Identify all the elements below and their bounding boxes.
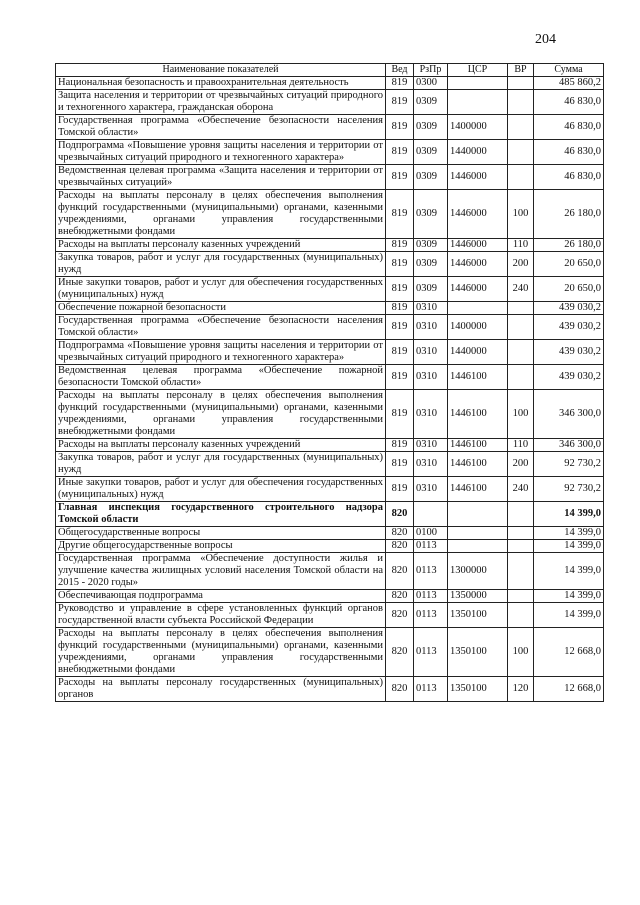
cell-name: Обеспечивающая подпрограмма xyxy=(56,590,386,603)
cell-sum: 14 399,0 xyxy=(534,590,604,603)
cell-csr: 1446100 xyxy=(448,365,508,390)
cell-name: Расходы на выплаты персоналу казенных учреждений xyxy=(56,439,386,452)
cell-name: Расходы на выплаты персоналу в целях обеспечения выполнения функций государственными (муниципальными) органами, казенными учреждениями, органами управления государственными внебюджетными фондами xyxy=(56,190,386,239)
table-row xyxy=(56,115,604,140)
cell-vr: 200 xyxy=(508,452,534,477)
cell-ved: 819 xyxy=(386,239,414,252)
table-row xyxy=(56,628,604,677)
cell-name: Иные закупки товаров, работ и услуг для обеспечения государственных (муниципальных) нужд xyxy=(56,277,386,302)
cell-sum: 92 730,2 xyxy=(534,452,604,477)
cell-rzpr: 0310 xyxy=(414,390,448,439)
cell-ved: 819 xyxy=(386,140,414,165)
cell-vr xyxy=(508,365,534,390)
cell-vr: 110 xyxy=(508,439,534,452)
cell-csr xyxy=(448,502,508,527)
cell-name: Государственная программа «Обеспечение доступности жилья и улучшение качества жилищных условий населения Томской области на 2015 - 2020 годы» xyxy=(56,553,386,590)
table-row xyxy=(56,439,604,452)
cell-name: Другие общегосударственные вопросы xyxy=(56,540,386,553)
table-row xyxy=(56,677,604,702)
cell-csr: 1350000 xyxy=(448,590,508,603)
column-header-csr: ЦСР xyxy=(448,64,508,77)
cell-csr: 1446000 xyxy=(448,252,508,277)
cell-rzpr: 0300 xyxy=(414,77,448,90)
cell-ved: 819 xyxy=(386,365,414,390)
cell-name: Ведомственная целевая программа «Защита населения и территории от чрезвычайных ситуаций» xyxy=(56,165,386,190)
cell-name: Государственная программа «Обеспечение безопасности населения Томской области» xyxy=(56,315,386,340)
cell-csr: 1440000 xyxy=(448,140,508,165)
cell-csr: 1350100 xyxy=(448,628,508,677)
budget-table xyxy=(55,63,604,702)
cell-sum: 439 030,2 xyxy=(534,340,604,365)
cell-rzpr: 0310 xyxy=(414,365,448,390)
cell-ved: 819 xyxy=(386,452,414,477)
cell-vr xyxy=(508,590,534,603)
cell-name: Общегосударственные вопросы xyxy=(56,527,386,540)
cell-ved: 819 xyxy=(386,252,414,277)
cell-sum: 14 399,0 xyxy=(534,553,604,590)
table-row xyxy=(56,477,604,502)
cell-sum: 92 730,2 xyxy=(534,477,604,502)
cell-ved: 819 xyxy=(386,277,414,302)
cell-rzpr: 0310 xyxy=(414,439,448,452)
column-header-vr: ВР xyxy=(508,64,534,77)
cell-sum: 26 180,0 xyxy=(534,190,604,239)
column-header-sum: Сумма xyxy=(534,64,604,77)
cell-vr: 240 xyxy=(508,277,534,302)
cell-name: Расходы на выплаты персоналу в целях обеспечения выполнения функций государственными (муниципальными) органами, казенными учреждениями, органами управления государственными внебюджетными фондами xyxy=(56,390,386,439)
cell-csr: 1350100 xyxy=(448,603,508,628)
cell-rzpr: 0113 xyxy=(414,628,448,677)
cell-name: Обеспечение пожарной безопасности xyxy=(56,302,386,315)
cell-name: Подпрограмма «Повышение уровня защиты населения и территории от чрезвычайных ситуаций природного и техногенного характера» xyxy=(56,340,386,365)
cell-ved: 819 xyxy=(386,190,414,239)
cell-csr xyxy=(448,90,508,115)
cell-ved: 819 xyxy=(386,302,414,315)
cell-name: Закупка товаров, работ и услуг для государственных (муниципальных) нужд xyxy=(56,452,386,477)
cell-sum: 46 830,0 xyxy=(534,140,604,165)
cell-sum: 439 030,2 xyxy=(534,315,604,340)
cell-ved: 820 xyxy=(386,502,414,527)
cell-csr: 1446100 xyxy=(448,439,508,452)
cell-csr: 1400000 xyxy=(448,315,508,340)
cell-sum: 46 830,0 xyxy=(534,90,604,115)
page-number: 204 xyxy=(535,32,556,47)
cell-name: Расходы на выплаты персоналу казенных учреждений xyxy=(56,239,386,252)
cell-csr xyxy=(448,77,508,90)
cell-sum: 439 030,2 xyxy=(534,302,604,315)
cell-vr: 120 xyxy=(508,677,534,702)
cell-ved: 819 xyxy=(386,165,414,190)
column-header-ved: Вед xyxy=(386,64,414,77)
cell-vr xyxy=(508,553,534,590)
cell-vr: 200 xyxy=(508,252,534,277)
cell-ved: 819 xyxy=(386,315,414,340)
cell-sum: 14 399,0 xyxy=(534,603,604,628)
cell-name: Подпрограмма «Повышение уровня защиты населения и территории от чрезвычайных ситуаций природного и техногенного характера» xyxy=(56,140,386,165)
cell-rzpr xyxy=(414,502,448,527)
cell-rzpr: 0310 xyxy=(414,302,448,315)
cell-csr: 1446100 xyxy=(448,390,508,439)
cell-sum: 20 650,0 xyxy=(534,277,604,302)
table-row xyxy=(56,302,604,315)
cell-csr: 1446100 xyxy=(448,477,508,502)
table-row xyxy=(56,540,604,553)
cell-ved: 820 xyxy=(386,603,414,628)
cell-vr xyxy=(508,340,534,365)
cell-csr: 1446000 xyxy=(448,165,508,190)
table-row xyxy=(56,390,604,439)
cell-rzpr: 0113 xyxy=(414,603,448,628)
cell-name: Национальная безопасность и правоохранительная деятельность xyxy=(56,77,386,90)
cell-rzpr: 0309 xyxy=(414,140,448,165)
cell-sum: 14 399,0 xyxy=(534,540,604,553)
table-row xyxy=(56,340,604,365)
cell-rzpr: 0309 xyxy=(414,252,448,277)
table-row xyxy=(56,77,604,90)
cell-ved: 820 xyxy=(386,590,414,603)
cell-vr xyxy=(508,603,534,628)
table-row xyxy=(56,140,604,165)
table-row xyxy=(56,502,604,527)
cell-sum: 439 030,2 xyxy=(534,365,604,390)
cell-sum: 14 399,0 xyxy=(534,502,604,527)
cell-ved: 820 xyxy=(386,553,414,590)
table-row xyxy=(56,277,604,302)
table-row xyxy=(56,590,604,603)
cell-ved: 819 xyxy=(386,115,414,140)
table-row xyxy=(56,553,604,590)
table-row xyxy=(56,190,604,239)
table-header-row xyxy=(56,64,604,77)
cell-sum: 14 399,0 xyxy=(534,527,604,540)
cell-vr xyxy=(508,115,534,140)
cell-csr: 1446100 xyxy=(448,452,508,477)
cell-ved: 820 xyxy=(386,540,414,553)
cell-vr: 110 xyxy=(508,239,534,252)
cell-csr: 1446000 xyxy=(448,239,508,252)
cell-sum: 46 830,0 xyxy=(534,115,604,140)
table-row xyxy=(56,452,604,477)
cell-rzpr: 0309 xyxy=(414,90,448,115)
cell-vr xyxy=(508,140,534,165)
cell-csr: 1440000 xyxy=(448,340,508,365)
cell-ved: 819 xyxy=(386,90,414,115)
cell-csr xyxy=(448,302,508,315)
cell-ved: 820 xyxy=(386,628,414,677)
table-row xyxy=(56,252,604,277)
table-row xyxy=(56,365,604,390)
cell-sum: 12 668,0 xyxy=(534,677,604,702)
table-row xyxy=(56,603,604,628)
cell-rzpr: 0310 xyxy=(414,477,448,502)
table-row xyxy=(56,165,604,190)
cell-rzpr: 0310 xyxy=(414,340,448,365)
cell-name: Расходы на выплаты персоналу в целях обеспечения выполнения функций государственными (муниципальными) органами, казенными учреждениями, органами управления государственными внебюджетными фондами xyxy=(56,628,386,677)
cell-name: Главная инспекция государственного строительного надзора Томской области xyxy=(56,502,386,527)
cell-rzpr: 0310 xyxy=(414,315,448,340)
cell-sum: 485 860,2 xyxy=(534,77,604,90)
cell-ved: 819 xyxy=(386,477,414,502)
cell-ved: 819 xyxy=(386,340,414,365)
cell-vr xyxy=(508,90,534,115)
cell-ved: 820 xyxy=(386,677,414,702)
cell-ved: 819 xyxy=(386,390,414,439)
cell-sum: 20 650,0 xyxy=(534,252,604,277)
cell-csr: 1350100 xyxy=(448,677,508,702)
cell-name: Иные закупки товаров, работ и услуг для обеспечения государственных (муниципальных) нужд xyxy=(56,477,386,502)
table-body xyxy=(56,77,604,702)
cell-vr xyxy=(508,302,534,315)
cell-rzpr: 0309 xyxy=(414,277,448,302)
cell-name: Ведомственная целевая программа «Обеспечение пожарной безопасности Томской области» xyxy=(56,365,386,390)
cell-vr xyxy=(508,315,534,340)
cell-vr: 100 xyxy=(508,390,534,439)
cell-ved: 819 xyxy=(386,439,414,452)
cell-rzpr: 0100 xyxy=(414,527,448,540)
cell-vr: 100 xyxy=(508,628,534,677)
cell-csr xyxy=(448,527,508,540)
cell-rzpr: 0309 xyxy=(414,190,448,239)
table-row xyxy=(56,90,604,115)
cell-rzpr: 0309 xyxy=(414,115,448,140)
cell-rzpr: 0113 xyxy=(414,590,448,603)
column-header-name: Наименование показателей xyxy=(56,64,386,77)
cell-name: Расходы на выплаты персоналу государственных (муниципальных) органов xyxy=(56,677,386,702)
cell-csr: 1446000 xyxy=(448,277,508,302)
cell-csr: 1300000 xyxy=(448,553,508,590)
table-row xyxy=(56,239,604,252)
cell-name: Закупка товаров, работ и услуг для государственных (муниципальных) нужд xyxy=(56,252,386,277)
cell-vr: 100 xyxy=(508,190,534,239)
cell-name: Защита населения и территории от чрезвычайных ситуаций природного и техногенного характера, гражданская оборона xyxy=(56,90,386,115)
cell-sum: 346 300,0 xyxy=(534,439,604,452)
cell-csr: 1400000 xyxy=(448,115,508,140)
cell-csr xyxy=(448,540,508,553)
cell-vr xyxy=(508,77,534,90)
cell-ved: 820 xyxy=(386,527,414,540)
cell-vr xyxy=(508,527,534,540)
cell-rzpr: 0309 xyxy=(414,239,448,252)
cell-rzpr: 0113 xyxy=(414,677,448,702)
cell-name: Государственная программа «Обеспечение безопасности населения Томской области» xyxy=(56,115,386,140)
cell-rzpr: 0113 xyxy=(414,553,448,590)
table-row xyxy=(56,527,604,540)
cell-vr: 240 xyxy=(508,477,534,502)
cell-rzpr: 0310 xyxy=(414,452,448,477)
cell-vr xyxy=(508,540,534,553)
cell-sum: 26 180,0 xyxy=(534,239,604,252)
cell-csr: 1446000 xyxy=(448,190,508,239)
cell-rzpr: 0113 xyxy=(414,540,448,553)
cell-sum: 12 668,0 xyxy=(534,628,604,677)
table-row xyxy=(56,315,604,340)
cell-sum: 346 300,0 xyxy=(534,390,604,439)
cell-sum: 46 830,0 xyxy=(534,165,604,190)
cell-name: Руководство и управление в сфере установленных функций органов государственной власти субъекта Российской Федерации xyxy=(56,603,386,628)
column-header-rzpr: РзПр xyxy=(414,64,448,77)
cell-rzpr: 0309 xyxy=(414,165,448,190)
cell-vr xyxy=(508,502,534,527)
cell-ved: 819 xyxy=(386,77,414,90)
cell-vr xyxy=(508,165,534,190)
